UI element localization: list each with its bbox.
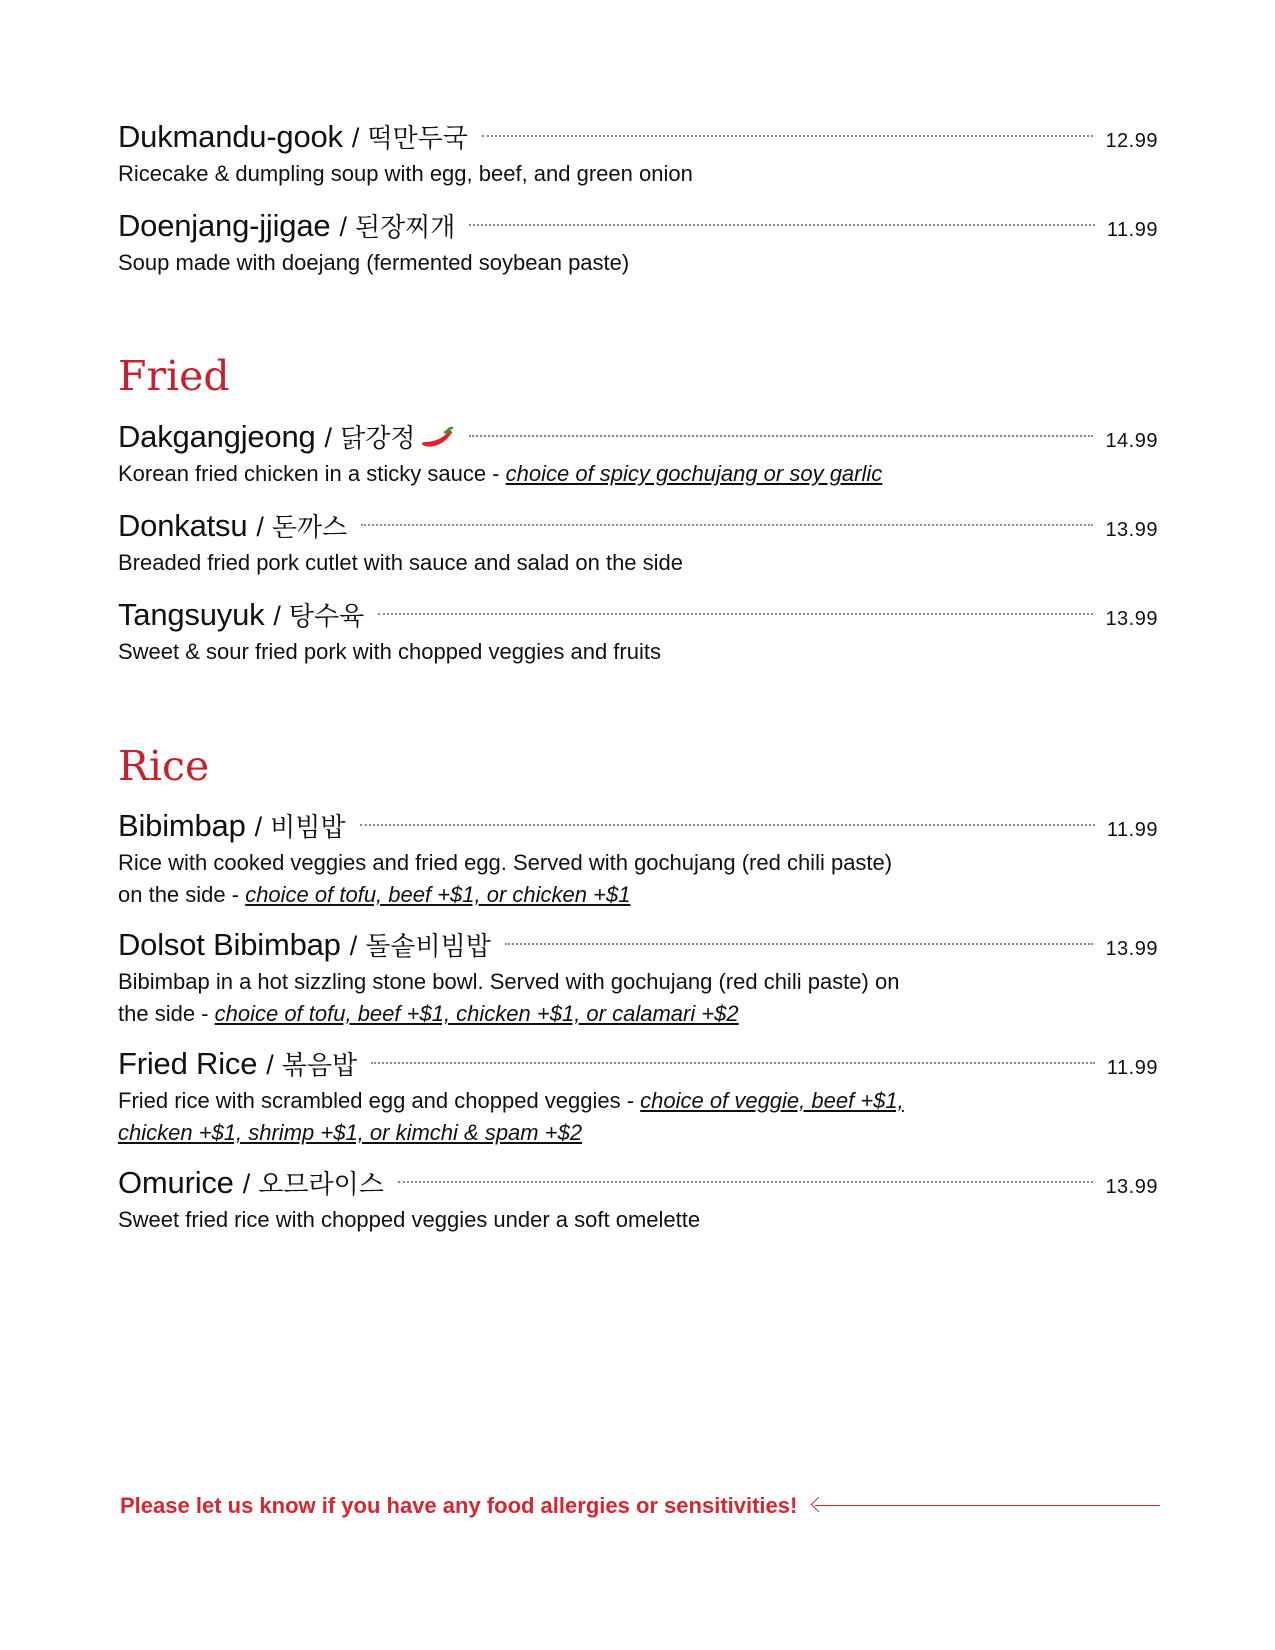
name-separator: /	[242, 1169, 251, 1199]
item-name: Doenjang-jjigae	[118, 208, 331, 243]
name-separator: /	[273, 601, 281, 631]
item-korean-name: 떡만두국	[367, 124, 468, 154]
item-korean-name: 돌솥비빔밥	[365, 932, 491, 962]
name-separator: /	[256, 512, 264, 542]
dot-leader	[469, 224, 1095, 226]
chili-pepper-icon	[421, 426, 455, 450]
item-price: 14.99	[1105, 430, 1158, 452]
name-separator: /	[324, 423, 333, 453]
item-description: Breaded fried pork cutlet with sauce and salad on the side	[118, 550, 684, 575]
item-options: choice of tofu, beef +$1, chicken +$1, or calamari +$2	[214, 1001, 739, 1026]
item-description: Soup made with doejang (fermented soybean paste)	[118, 250, 630, 275]
item-name: Fried Rice	[118, 1046, 258, 1081]
item-description: Sweet & sour fried pork with chopped veggies and fruits	[118, 639, 661, 664]
item-name: Omurice	[118, 1165, 234, 1200]
dot-leader	[505, 943, 1094, 945]
item-price: 13.99	[1105, 519, 1158, 541]
name-separator: /	[254, 812, 263, 842]
menu-item-dakgangjeong	[118, 418, 1158, 490]
item-name: Dakgangjeong	[118, 419, 316, 454]
item-options: choice of veggie, beef +$1, chicken +$1, shrimp +$1, or kimchi & spam +$2	[118, 1088, 904, 1145]
dot-leader	[482, 135, 1094, 137]
menu-item-omurice	[118, 1164, 1158, 1236]
dot-leader	[360, 824, 1095, 826]
dot-leader	[398, 1181, 1094, 1183]
item-korean-name: 비빔밥	[270, 813, 346, 843]
dot-leader	[361, 524, 1093, 526]
item-description: Sweet fried rice with chopped veggies under a soft omelette	[118, 1207, 701, 1232]
menu-item-tangsuyuk	[118, 596, 1158, 668]
item-korean-name: 된장찌개	[354, 213, 456, 243]
item-description-text: Rice with cooked veggies and fried egg. Served with gochujang (red chili paste) on the side -	[118, 850, 893, 907]
item-name: Tangsuyuk	[118, 597, 265, 632]
name-separator: /	[266, 1050, 274, 1080]
menu-item-bibimbap	[118, 807, 1158, 911]
item-description-text: Bibimbap in a hot sizzling stone bowl. Served with gochujang (red chili paste) on the side -	[118, 969, 900, 1026]
item-price: 13.99	[1105, 608, 1158, 630]
item-price: 13.99	[1105, 938, 1158, 960]
menu-item-donkatsu	[118, 507, 1158, 579]
item-description-text: Korean fried chicken in a sticky sauce -	[118, 461, 506, 486]
menu-item-fried-rice	[118, 1045, 1158, 1149]
item-name: Donkatsu	[118, 508, 248, 543]
item-description	[118, 847, 918, 911]
item-description	[118, 458, 948, 490]
item-description	[118, 966, 918, 1030]
dot-leader	[469, 435, 1093, 437]
item-korean-name: 오므라이스	[258, 1170, 384, 1200]
item-price: 12.99	[1105, 130, 1158, 152]
item-options: choice of tofu, beef +$1, or chicken +$1	[245, 882, 631, 907]
allergy-notice-text: Please let us know if you have any food allergies or sensitivities!	[120, 1493, 798, 1518]
menu-item-doenjang-jjigae	[118, 207, 1158, 279]
menu-item-dolsot-bibimbap	[118, 926, 1158, 1030]
item-price: 11.99	[1106, 219, 1158, 241]
menu-item-dukmandu-gook	[118, 118, 1158, 190]
name-separator: /	[351, 123, 360, 153]
item-korean-name: 닭강정	[340, 424, 416, 454]
item-price: 11.99	[1106, 819, 1158, 841]
dot-leader	[371, 1062, 1095, 1064]
item-name: Bibimbap	[118, 808, 246, 843]
left-arrow-icon	[811, 1496, 1160, 1516]
item-price: 11.99	[1106, 1057, 1158, 1079]
section-title-fried: Fried	[118, 352, 230, 400]
allergy-notice	[120, 1493, 1160, 1519]
item-description	[118, 1085, 918, 1149]
item-price: 13.99	[1105, 1176, 1158, 1198]
item-korean-name: 돈까스	[271, 513, 348, 543]
item-name: Dolsot Bibimbap	[118, 927, 341, 962]
section-title-rice: Rice	[118, 742, 210, 790]
name-separator: /	[349, 931, 358, 961]
item-korean-name: 탕수육	[288, 602, 365, 632]
name-separator: /	[339, 212, 347, 242]
item-korean-name: 볶음밥	[281, 1051, 358, 1081]
item-options: choice of spicy gochujang or soy garlic	[505, 461, 883, 486]
item-name: Dukmandu-gook	[118, 119, 343, 154]
dot-leader	[378, 613, 1093, 615]
item-description-text: Fried rice with scrambled egg and chopped veggies -	[118, 1088, 641, 1113]
item-description: Ricecake & dumpling soup with egg, beef, and green onion	[118, 161, 693, 186]
